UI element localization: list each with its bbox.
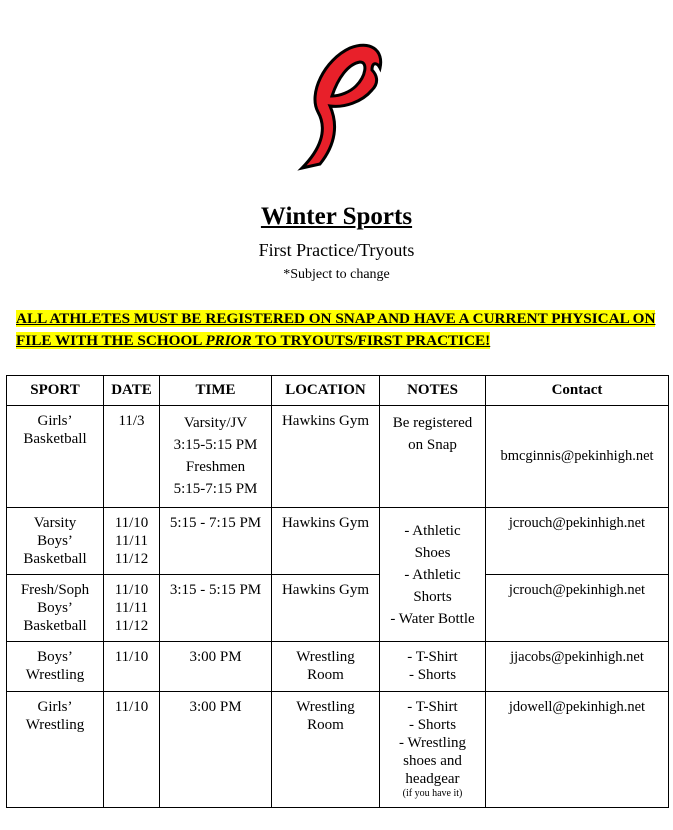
notes-cell: - T-Shirt - Shorts - Wrestling shoes and headgear (if you have it) — [380, 692, 486, 808]
location-cell: Wrestling Room — [272, 642, 380, 692]
date-cell: 11/10 — [104, 692, 160, 808]
contact-email: jjacobs@pekinhigh.net — [510, 649, 644, 665]
col-header-sport: SPORT — [7, 376, 104, 406]
contact-email: jcrouch@pekinhigh.net — [508, 515, 646, 531]
contact-email: jdowell@pekinhigh.net — [508, 699, 646, 715]
sport-cell: Varsity Boys’ Basketball — [7, 508, 104, 575]
sport-cell: Fresh/Soph Boys’ Basketball — [7, 575, 104, 642]
table-row — [7, 575, 669, 642]
contact-email: bmcginnis@pekinhigh.net — [500, 448, 654, 464]
date-cell: 11/10 11/11 11/12 — [104, 575, 160, 642]
date-cell: 11/3 — [104, 406, 160, 508]
location-cell: Hawkins Gym — [272, 406, 380, 508]
school-logo-icon — [280, 40, 390, 182]
contact-cell — [486, 406, 669, 508]
shared-notes-cell: - Athletic Shoes - Athletic Shorts - Water Bottle — [380, 508, 486, 642]
table-header-row — [7, 376, 669, 406]
contact-cell — [486, 508, 669, 575]
table-row — [7, 406, 669, 508]
notes-cell: - T-Shirt - Shorts — [380, 642, 486, 692]
location-cell: Hawkins Gym — [272, 575, 380, 642]
col-header-contact: Contact — [486, 376, 669, 406]
table-row — [7, 642, 669, 692]
time-cell: 5:15 - 7:15 PM — [160, 508, 272, 575]
sport-cell: Girls’ Wrestling — [7, 692, 104, 808]
time-cell: 3:15 - 5:15 PM — [160, 575, 272, 642]
subject-to-change-note: *Subject to change — [283, 267, 390, 282]
schedule-table — [6, 375, 669, 808]
col-header-notes: NOTES — [380, 376, 486, 406]
col-header-location: LOCATION — [272, 376, 380, 406]
time-cell: Varsity/JV 3:15-5:15 PM Freshmen 5:15-7:15 PM — [160, 406, 272, 508]
location-cell: Hawkins Gym — [272, 508, 380, 575]
notes-cell: Be registered on Snap — [380, 406, 486, 508]
contact-cell — [486, 642, 669, 692]
table-row — [7, 692, 669, 808]
contact-cell — [486, 575, 669, 642]
page-subtitle: First Practice/Tryouts — [258, 240, 415, 260]
contact-email: jcrouch@pekinhigh.net — [508, 582, 646, 598]
contact-cell — [486, 692, 669, 808]
date-cell: 11/10 — [104, 642, 160, 692]
date-cell: 11/10 11/11 11/12 — [104, 508, 160, 575]
location-cell: Wrestling Room — [272, 692, 380, 808]
time-cell: 3:00 PM — [160, 692, 272, 808]
sport-cell: Boys’ Wrestling — [7, 642, 104, 692]
sport-cell: Girls’ Basketball — [7, 406, 104, 508]
time-cell: 3:00 PM — [160, 642, 272, 692]
col-header-time: TIME — [160, 376, 272, 406]
table-row — [7, 508, 669, 575]
registration-warning: ALL ATHLETES MUST BE REGISTERED ON SNAP AND HAVE A CURRENT PHYSICAL ON FILE WITH THE SCHOOL PRIOR TO TRYOUTS/FIRST PRACTICE! — [16, 310, 656, 349]
col-header-date: DATE — [104, 376, 160, 406]
page-title: Winter Sports — [260, 203, 413, 230]
